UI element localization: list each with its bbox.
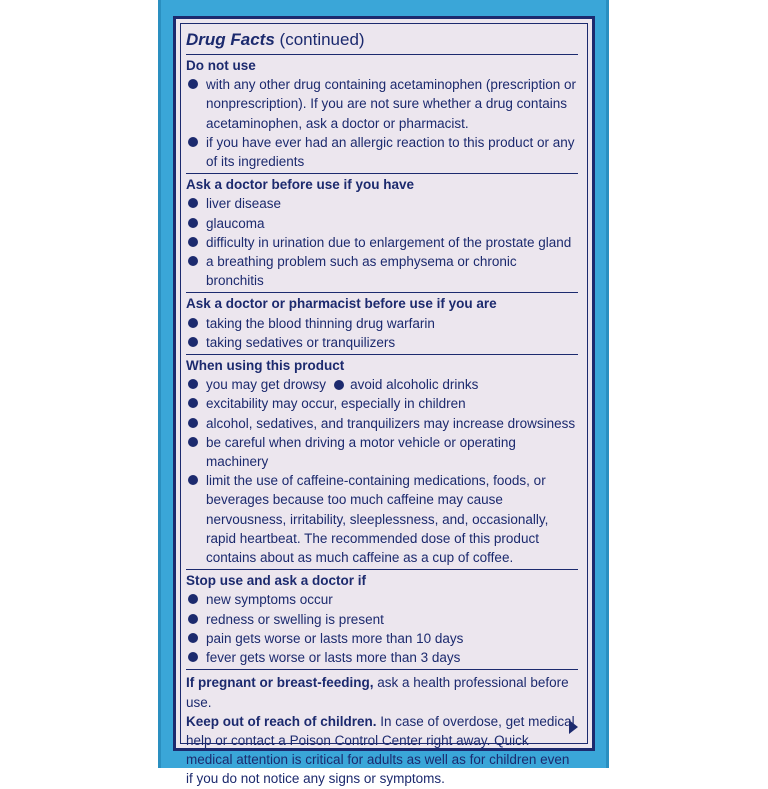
bullet-icon — [188, 633, 198, 643]
bullet-icon — [188, 218, 198, 228]
bullet-icon — [188, 398, 198, 408]
section-title: Do not use — [186, 58, 256, 73]
list-item: taking the blood thinning drug warfarin — [186, 314, 578, 333]
list-item: with any other drug containing acetaminophen (prescription or nonprescription). If you are not sure whether a drug contains acetaminophen, ask a doctor or pharmacist. — [186, 75, 578, 133]
bullet-icon — [188, 256, 198, 266]
bullet-icon — [334, 380, 344, 390]
bullet-icon — [188, 475, 198, 485]
bullet-icon — [188, 79, 198, 89]
bullet-icon — [188, 318, 198, 328]
bullet-icon — [188, 137, 198, 147]
section-title: Stop use and ask a doctor if — [186, 573, 367, 589]
section-title: When using this product — [186, 358, 345, 374]
bullet-icon — [188, 237, 198, 247]
children-warning: Keep out of reach of children. In case of overdose, get medical help or contact a Poison Control Center right away. Quick medical attention is critical for adults as well as for children even if you do not notice any signs or symptoms. — [186, 713, 575, 787]
bullet-icon — [188, 418, 198, 428]
list-item: be careful when driving a motor vehicle or operating machinery — [186, 433, 578, 471]
section-ask-pharmacist — [186, 292, 578, 352]
section-do-not-use — [186, 54, 578, 171]
final-warnings — [186, 669, 578, 788]
list-item: you may get drowsy avoid alcoholic drinks — [186, 375, 578, 394]
list-item: fever gets worse or lasts more than 3 days — [186, 648, 578, 667]
list-item: difficulty in urination due to enlargement of the prostate gland — [186, 233, 578, 252]
list-item: limit the use of caffeine-containing medications, foods, or beverages because too much caffeine may cause nervousness, irritability, sleeplessness, and, occasionally, rapid heartbeat. The recommended dose of this product contains about as much caffeine as a cup of coffee. — [186, 471, 578, 567]
drug-facts-content — [186, 29, 578, 789]
list-item: taking sedatives or tranquilizers — [186, 333, 578, 352]
bullet-icon — [188, 198, 198, 208]
list-item: liver disease — [186, 194, 578, 213]
section-ask-doctor — [186, 173, 578, 290]
bullet-icon — [188, 594, 198, 604]
pregnancy-warning: If pregnant or breast-feeding, ask a health professional before use. — [186, 675, 569, 710]
bullet-icon — [188, 379, 198, 389]
title-main: Drug Facts — [186, 30, 275, 49]
list-item: alcohol, sedatives, and tranquilizers may increase drowsiness — [186, 414, 578, 433]
section-stop-use — [186, 569, 578, 667]
title-sub: (continued) — [279, 30, 365, 49]
list-item: glaucoma — [186, 214, 578, 233]
list-item: if you have ever had an allergic reaction to this product or any of its ingredients — [186, 133, 578, 171]
section-title: Ask a doctor before use if you have — [186, 177, 415, 193]
triangle-right-icon — [569, 720, 578, 734]
list-item: new symptoms occur — [186, 590, 578, 609]
list-item: redness or swelling is present — [186, 610, 578, 629]
drug-facts-title — [186, 29, 578, 51]
list-item: a breathing problem such as emphysema or chronic bronchitis — [186, 252, 578, 290]
list-item: pain gets worse or lasts more than 10 days — [186, 629, 578, 648]
section-when-using — [186, 354, 578, 567]
list-item: excitability may occur, especially in children — [186, 394, 578, 413]
section-title: Ask a doctor or pharmacist before use if you are — [186, 296, 497, 312]
bullet-icon — [188, 337, 198, 347]
bullet-icon — [188, 437, 198, 447]
bullet-icon — [188, 614, 198, 624]
drug-facts-panel — [173, 16, 595, 787]
bullet-icon — [188, 652, 198, 662]
